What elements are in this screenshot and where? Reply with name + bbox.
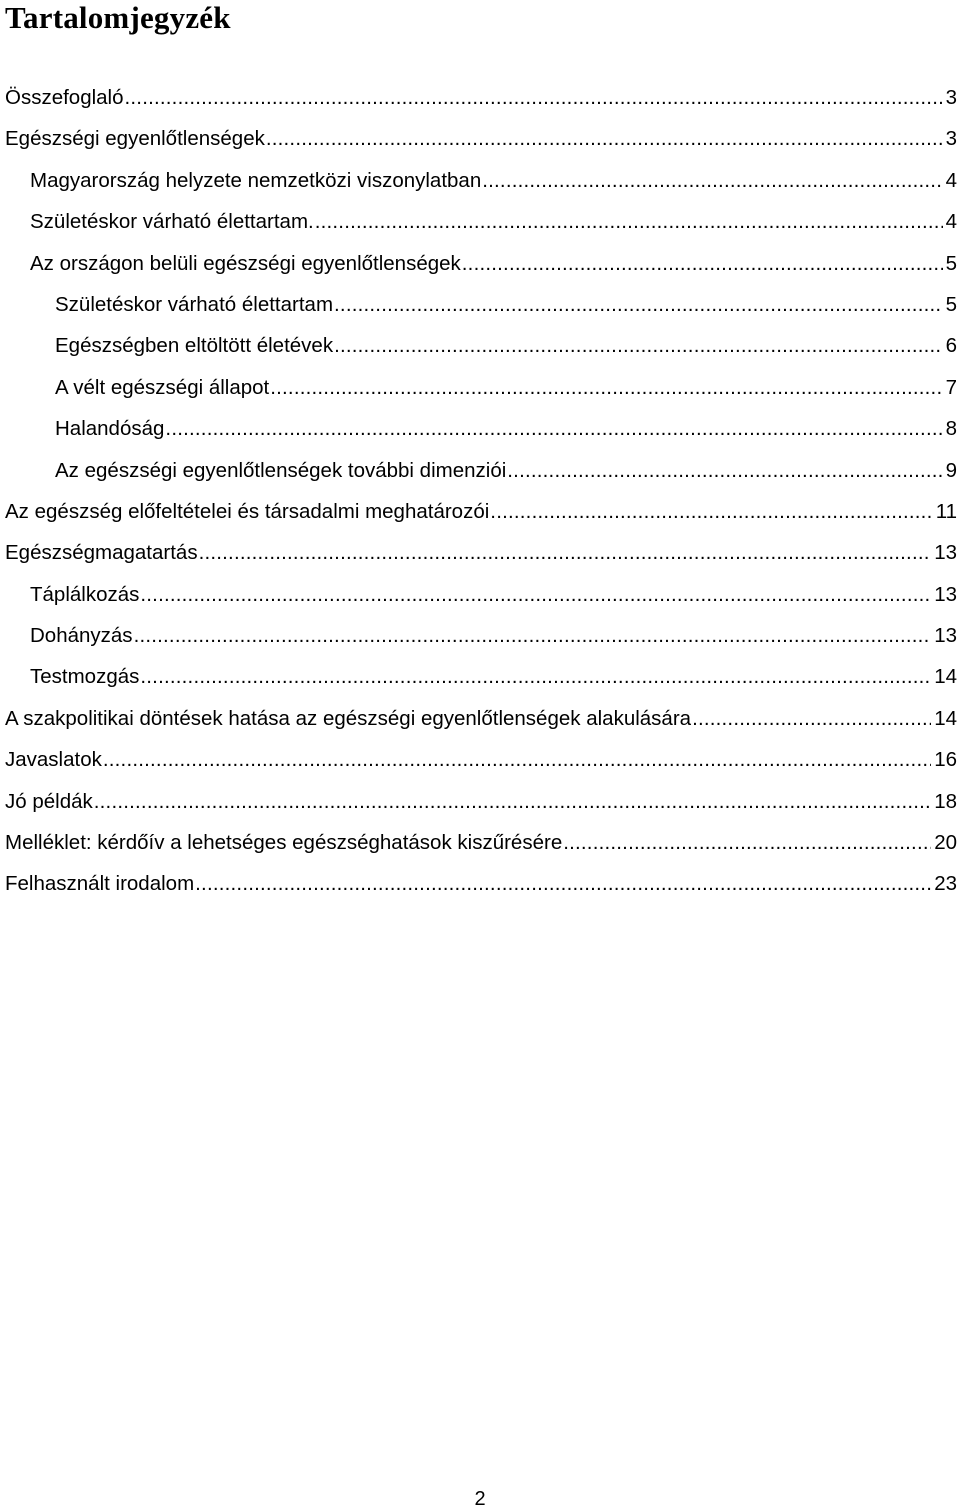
- toc-entry-label: Egészségmagatartás: [5, 541, 198, 565]
- toc-entry-page-number: 5: [945, 251, 957, 275]
- toc-entry[interactable]: [0, 822, 960, 863]
- toc-entry-page-number: 13: [934, 624, 957, 648]
- dot-leader: [140, 656, 931, 697]
- dot-leader: [270, 367, 942, 408]
- toc-entry-label: Az egészségi egyenlőtlenségek további dimenziói: [55, 458, 507, 482]
- toc-entry[interactable]: [0, 284, 960, 325]
- toc-entry-page-number: 4: [945, 210, 957, 234]
- toc-entry-label: A vélt egészségi állapot: [55, 375, 270, 399]
- toc-entry-label: Születéskor várható élettartam: [55, 292, 334, 316]
- dot-leader: [490, 491, 932, 532]
- toc-entry[interactable]: [0, 408, 960, 449]
- dot-leader: [125, 77, 943, 118]
- toc-entry-label: A szakpolitikai döntések hatása az egészségi egyenlőtlenségek alakulására: [5, 706, 692, 730]
- toc-entry-page-number: 5: [945, 292, 957, 316]
- toc-entry-label: Jó példák: [5, 789, 93, 813]
- toc-entry-page-number: 4: [945, 168, 957, 192]
- dot-leader: [140, 574, 931, 615]
- toc-entry[interactable]: [0, 367, 960, 408]
- toc-entry-label: Táplálkozás: [30, 582, 140, 606]
- toc-entry[interactable]: [0, 698, 960, 739]
- toc-entry[interactable]: [0, 201, 960, 242]
- toc-entry-label: Halandóság: [55, 417, 165, 441]
- toc-entry-page-number: 3: [945, 86, 957, 109]
- dot-leader: [94, 781, 931, 822]
- dot-leader: [199, 532, 932, 573]
- dot-leader: [266, 118, 943, 159]
- toc-entry-page-number: 11: [935, 499, 957, 523]
- toc-entry-page-number: 23: [934, 872, 957, 896]
- dot-leader: [334, 284, 943, 325]
- toc-entry[interactable]: [0, 656, 960, 697]
- toc-entry-label: Egészségben eltöltött életévek: [55, 334, 334, 358]
- table-of-contents: [0, 77, 960, 905]
- toc-entry-page-number: 16: [934, 748, 957, 772]
- dot-leader: [563, 822, 931, 863]
- toc-entry-page-number: 14: [934, 706, 957, 730]
- dot-leader: [134, 615, 932, 656]
- dot-leader: [507, 450, 942, 491]
- dot-leader: [462, 243, 943, 284]
- dot-leader: [482, 160, 942, 201]
- toc-entry-page-number: 20: [934, 831, 957, 855]
- toc-entry-label: Testmozgás: [30, 665, 140, 689]
- toc-entry-label: Dohányzás: [30, 624, 133, 648]
- toc-entry[interactable]: [0, 615, 960, 656]
- page-number: 2: [474, 1488, 486, 1510]
- toc-entry[interactable]: [0, 243, 960, 284]
- toc-entry-label: Összefoglaló: [5, 86, 124, 109]
- dot-leader: [692, 698, 931, 739]
- toc-entry-page-number: 7: [945, 375, 957, 399]
- toc-entry-label: Egészségi egyenlőtlenségek: [5, 127, 265, 151]
- toc-entry[interactable]: [0, 77, 960, 118]
- toc-entry[interactable]: [0, 863, 960, 904]
- toc-entry-label: Javaslatok: [5, 748, 102, 772]
- toc-entry-label: Születéskor várható élettartam.: [30, 210, 314, 234]
- toc-entry-label: Magyarország helyzete nemzetközi viszonylatban: [30, 168, 482, 192]
- toc-entry-page-number: 9: [945, 458, 957, 482]
- dot-leader: [195, 863, 931, 904]
- toc-entry-page-number: 8: [945, 417, 957, 441]
- toc-entry-page-number: 13: [934, 541, 957, 565]
- dot-leader: [103, 739, 931, 780]
- toc-entry-label: Az egészség előfeltételei és társadalmi meghatározói: [5, 499, 490, 523]
- toc-title: Tartalomjegyzék: [5, 0, 231, 35]
- toc-entry[interactable]: [0, 118, 960, 159]
- toc-entry[interactable]: [0, 450, 960, 491]
- toc-entry-page-number: 13: [934, 582, 957, 606]
- toc-entry-label: Melléklet: kérdőív a lehetséges egészséghatások kiszűrésére: [5, 831, 563, 855]
- toc-entry-page-number: 3: [945, 127, 957, 151]
- toc-entry[interactable]: [0, 491, 960, 532]
- toc-entry[interactable]: [0, 325, 960, 366]
- dot-leader: [165, 408, 942, 449]
- toc-entry-page-number: 6: [945, 334, 957, 358]
- toc-entry-page-number: 14: [934, 665, 957, 689]
- dot-leader: [315, 201, 943, 242]
- toc-entry-label: Az országon belüli egészségi egyenlőtlenségek: [30, 251, 461, 275]
- toc-entry-page-number: 18: [934, 789, 957, 813]
- toc-entry[interactable]: [0, 574, 960, 615]
- toc-entry[interactable]: [0, 532, 960, 573]
- toc-entry[interactable]: [0, 160, 960, 201]
- toc-entry-label: Felhasznált irodalom: [5, 872, 195, 896]
- toc-entry[interactable]: [0, 739, 960, 780]
- dot-leader: [334, 325, 943, 366]
- toc-entry[interactable]: [0, 781, 960, 822]
